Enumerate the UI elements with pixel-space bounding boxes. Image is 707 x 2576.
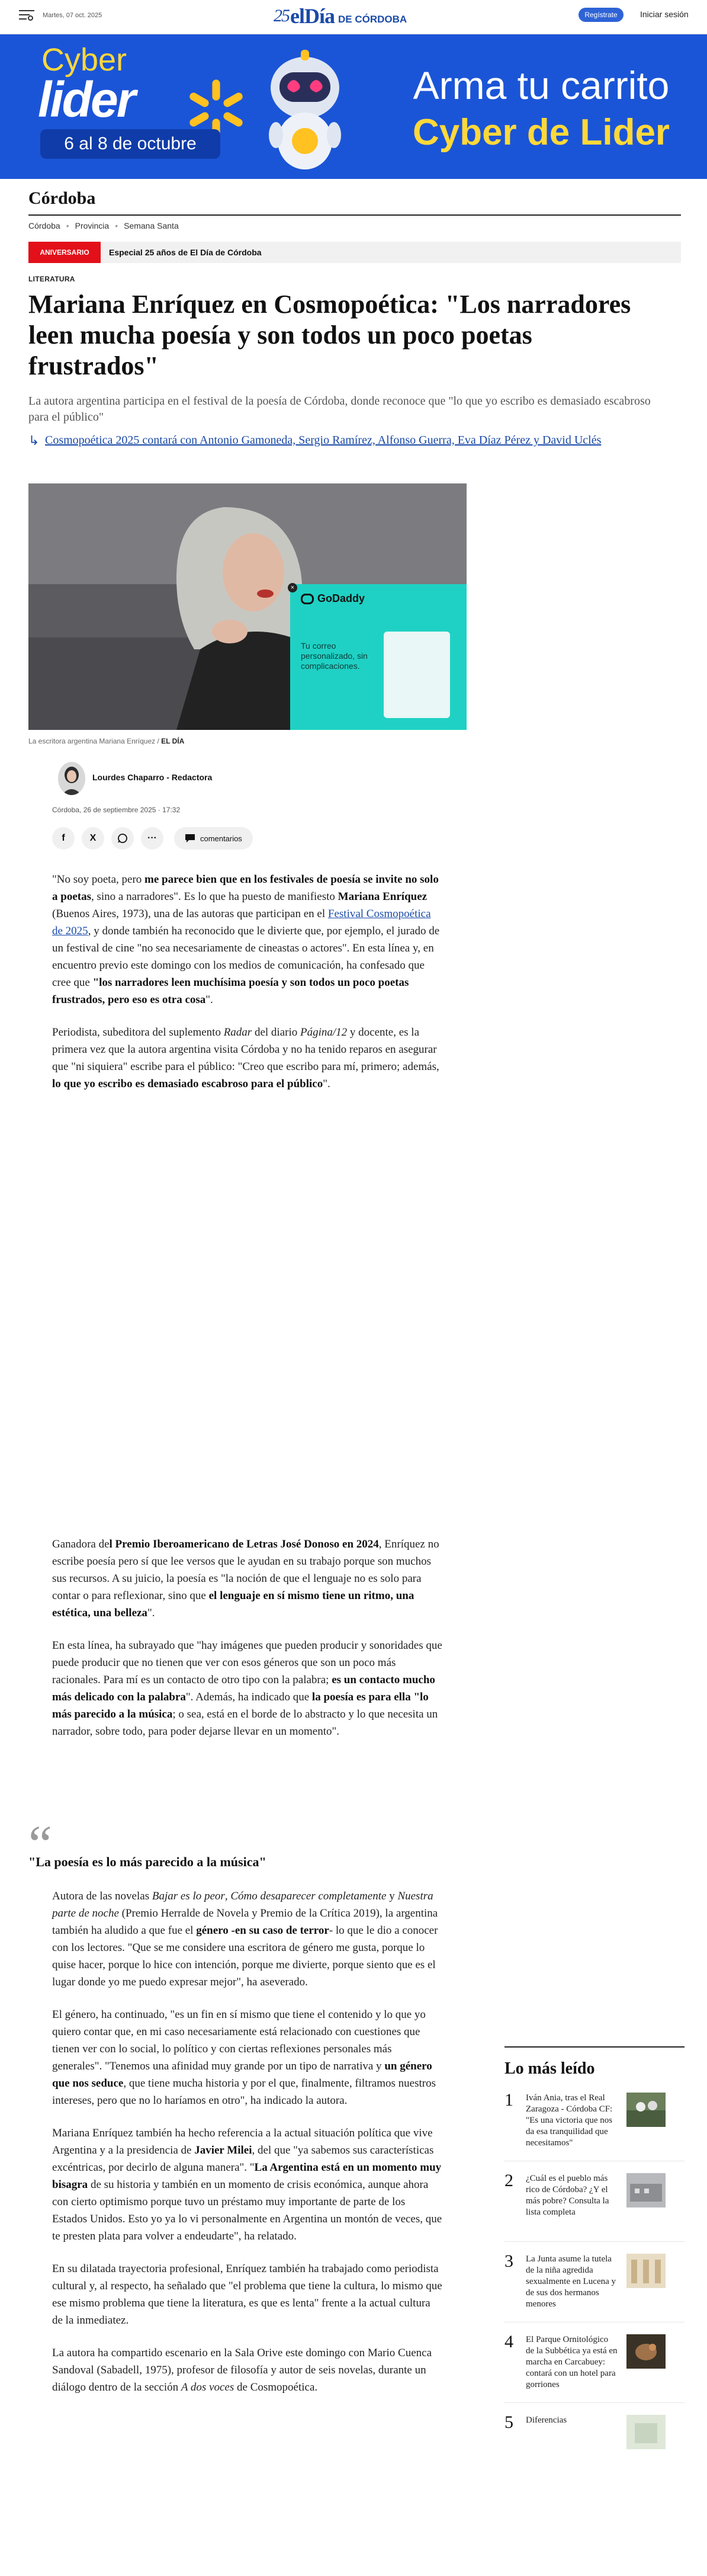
- anniversary-tag: ANIVERSARIO: [28, 242, 101, 263]
- most-read-item[interactable]: [504, 2090, 684, 2161]
- header-date: Martes, 07 oct. 2025: [43, 12, 102, 19]
- comments-button[interactable]: comentarios: [174, 827, 253, 850]
- photo-credit: EL DÍA: [161, 737, 185, 745]
- related-article-link[interactable]: [28, 432, 656, 448]
- subnav-separator: •: [66, 221, 69, 230]
- godaddy-logo-icon: [301, 594, 314, 604]
- ad-headline-1: Arma tu carrito: [413, 63, 670, 107]
- most-read-item[interactable]: [504, 2171, 684, 2242]
- most-read-thumbnail[interactable]: [626, 2334, 666, 2369]
- quote-mark-icon: “: [28, 1815, 52, 1874]
- paragraph: En esta línea, ha subrayado que "hay imágenes que pueden producir y sonoridades que puede producir que no tienen que ver con esos géneros que son un poco más racionales. Para mí es un contacto de otro tipo con la palabra; es un contacto mucho más delicado con la palabra". Además, ha indicado que la poesía es para ella "lo más parecido a la música; o sea, está en el borde de lo abstracto y lo que necesita un narrador, sobre todo, para poder dejarse llevar en un momento".: [52, 1639, 442, 1738]
- ad-dates: 6 al 8 de octubre: [40, 129, 220, 159]
- article-photo: [28, 483, 467, 730]
- most-read-text[interactable]: El Parque Ornitológico de la Subbética ya está en marcha en Carcabuey: contará con un hotel para gorriones: [526, 2335, 618, 2389]
- most-read-thumbnail[interactable]: [626, 2254, 666, 2288]
- paragraph: Autora de las novelas Bajar es lo peor, Cómo desaparecer completamente y Nuestra parte de noche (Premio Herralde de Novela y Premio de la Crítica 2019), la argentina también ha aludido a que fue el género -en su caso de terror- lo que le dio a conocer con los lectores. "Que se me considere una escritora de género me gusta, porque lo quise hacer, porque lo hice con intención, porque me divierte, porque siento que es el lugar donde yo me puedo expresar mejor", ha aseverado.: [52, 1890, 438, 1988]
- godaddy-logo: GoDaddy: [301, 592, 365, 605]
- subnav-separator: •: [115, 221, 118, 230]
- anniversary-text[interactable]: Especial 25 años de El Día de Córdoba: [109, 248, 262, 257]
- ad-headline-2: Cyber de Lider: [412, 112, 670, 153]
- share-bar: [52, 827, 253, 850]
- photo-caption: La escritora argentina Mariana Enríquez / EL DÍA: [28, 737, 185, 745]
- most-read-text[interactable]: La Junta asume la tutela de la niña agredida sexualmente en Lucena y de sus dos hermanos menores: [526, 2254, 616, 2309]
- ad-banner[interactable]: [0, 34, 707, 179]
- most-read-number: 5: [504, 2412, 513, 2432]
- paragraph: El género, ha continuado, "es un fin en sí mismo que tiene el contenido y lo que yo quiero contar que, en mi caso necesariamente está relacionado con cuestiones que tienen ver con lo social, lo político y con ciertas reflexiones personales más generales". "Tenemos una afinidad muy grande por un tipo de narrativa y un género que nos seduce, que tiene mucha historia y por el que, finalmente, filtramos nuestros intereses, pero que no lo haríamos en otro", ha indicado la autora.: [52, 2008, 436, 2107]
- most-read-thumbnail[interactable]: [626, 2173, 666, 2207]
- most-read-thumbnail[interactable]: [626, 2415, 666, 2449]
- godaddy-ad-copy: Tu correo personalizado, sin complicaciones.: [301, 641, 368, 671]
- sidebar-divider: [504, 2046, 684, 2048]
- login-link[interactable]: Iniciar sesión: [640, 9, 689, 19]
- most-read-text[interactable]: ¿Cuál es el pueblo más rico de Córdoba? ¿Y el más pobre? Consulta la lista completa: [526, 2174, 609, 2217]
- most-read-item[interactable]: [504, 2251, 684, 2322]
- most-read-text[interactable]: Iván Ania, tras el Real Zaragoza - Córdoba CF: "Es una victoria que nos da esa tranquilidad que necesitamos": [526, 2093, 613, 2148]
- most-read-number: 4: [504, 2332, 513, 2351]
- publish-date: Córdoba, 26 de septiembre 2025 · 17:32: [52, 806, 181, 814]
- article-headline: Mariana Enríquez en Cosmopoética: "Los narradores leen mucha poesía y son todos un poco poetas frustrados": [28, 290, 631, 380]
- article-body-part-1: [52, 871, 443, 1108]
- paragraph: En su dilatada trayectoria profesional, Enríquez también ha trabajado como periodista cultural y, al respecto, ha señalado que "el problema que tiene la cultura, lo mismo que ese mismo problema que tiene la literatura, es que es lenta" frente a la actual cultura de la inmediatez.: [52, 2263, 442, 2327]
- paragraph: Ganadora del Premio Iberoamericano de Letras José Donoso en 2024, Enríquez no escribe poesía pero sí que lee versos que le ayudan en su trabajo porque son muchos sus recursos. A su juicio, la poesía es "la noción de que el lenguaje no es solo para contar o para reflexionar, sino que el lenguaje en sí mismo tiene un ritmo, una estética, una belleza".: [52, 1538, 439, 1619]
- pull-quote: [28, 1815, 443, 1874]
- article-kicker: LITERATURA: [28, 275, 75, 283]
- paragraph: "No soy poeta, pero me parece bien que en los festivales de poesía se invite no solo a poetas, sino a narradores". Es lo que ha puesto de manifiesto Mariana Enríquez (Buenos Aires, 1973), una de las autoras que participan en el Festival Cosmopoética de 2025, y donde también ha reconocido que le divierte que, por ejemplo, el jurado de un festival de cine "no sea necesariamente de cineastas o actores". En esta línea y, en encuentro previo este domingo con los medios de comunicación, ha confesado que cree que "los narradores leen muchísima poesía y son todos un poco poetas frustrados, pero eso es otra cosa".: [52, 873, 440, 1006]
- paragraph: La autora ha compartido escenario en la Sala Orive este domingo con Mario Cuenca Sandoval (Sabadell, 1975), profesor de filosofía y autor de seis novelas, durante un diálogo dentro de la sección A dos voces de Cosmopoética.: [52, 2347, 432, 2394]
- section-divider: [28, 214, 681, 216]
- site-header: [0, 0, 707, 34]
- section-title[interactable]: Córdoba: [28, 188, 96, 208]
- most-read-sidebar: [504, 2046, 684, 2493]
- most-read-number: 3: [504, 2251, 513, 2271]
- subnav-item-semana-santa[interactable]: Semana Santa: [124, 221, 179, 230]
- paragraph: Periodista, subeditora del suplemento Radar del diario Página/12 y docente, es la primera vez que la autora argentina visita Córdoba y no ha tenido reparos en asegurar que "ni siquiera" escribe para el público: "Creo que escribo para mí, primero; además, lo que yo escribo es demasiado escabroso para el público".: [52, 1026, 439, 1090]
- return-arrow-icon: ↳: [28, 433, 40, 448]
- close-icon[interactable]: ×: [288, 583, 297, 592]
- festival-link[interactable]: Festival Cosmopoética de 2025: [52, 908, 431, 937]
- subnav-item-cordoba[interactable]: Córdoba: [28, 221, 60, 230]
- most-read-number: 1: [504, 2090, 513, 2110]
- whatsapp-share-icon[interactable]: [111, 827, 134, 850]
- x-share-icon[interactable]: X: [82, 827, 104, 850]
- most-read-text[interactable]: Diferencias: [526, 2415, 567, 2425]
- register-button[interactable]: Regístrate: [579, 8, 624, 22]
- anniversary-strip[interactable]: [28, 242, 681, 263]
- most-read-thumbnail[interactable]: [626, 2093, 666, 2127]
- godaddy-ad-device: [384, 632, 450, 718]
- author-box[interactable]: [58, 758, 413, 800]
- related-article-text[interactable]: Cosmopoética 2025 contará con Antonio Gamoneda, Sergio Ramírez, Alfonso Guerra, Eva Díaz Pérez y David Uclés: [45, 434, 602, 447]
- site-logo[interactable]: 25 elDía DE CÓRDOBA: [274, 4, 407, 28]
- more-options-icon[interactable]: ···: [141, 827, 163, 850]
- facebook-share-icon[interactable]: f: [52, 827, 75, 850]
- robot-mascot-icon: [261, 46, 349, 171]
- paragraph: Mariana Enríquez también ha hecho referencia a la actual situación política que vive Argentina y a la presidencia de Javier Milei, del que "ya sabemos sus características excéntricas, por decirlo de alguna manera". "La Argentina está en un momento muy bisagra de su historia y también en un momento de crisis económica, aunque ahora con cierto optimismo porque tuvo un préstamo muy importante de parte de los Estados Unidos. Esto yo ya lo vi personalmente en Argentina un montón de veces, que te presten plata para volver a endeudarte", ha relatado.: [52, 2127, 442, 2242]
- menu-search-icon[interactable]: [19, 10, 34, 22]
- section-subnav: [28, 221, 179, 230]
- article-body-part-3: [52, 1888, 443, 2411]
- ad-brand: lider: [38, 72, 134, 127]
- author-name[interactable]: Lourdes Chaparro - Redactora: [92, 773, 213, 782]
- article-body-part-2: [52, 1536, 443, 1755]
- godaddy-ad[interactable]: [290, 584, 467, 730]
- pull-quote-text: "La poesía es lo más parecido a la música": [28, 1854, 266, 1869]
- most-read-item[interactable]: [504, 2332, 684, 2403]
- author-avatar[interactable]: [58, 762, 85, 795]
- ad-cyber-text: Cyber: [41, 42, 127, 78]
- most-read-title: Lo más leído: [504, 2059, 595, 2078]
- most-read-number: 2: [504, 2171, 513, 2190]
- most-read-item[interactable]: [504, 2412, 684, 2484]
- comment-icon: [185, 834, 195, 843]
- author-avatar-image: [58, 762, 85, 795]
- article-subhead: La autora argentina participa en el festival de la poesía de Córdoba, donde reconoce que "lo que yo escribo es demasiado escabroso para el público": [28, 395, 651, 424]
- subnav-item-provincia[interactable]: Provincia: [75, 221, 110, 230]
